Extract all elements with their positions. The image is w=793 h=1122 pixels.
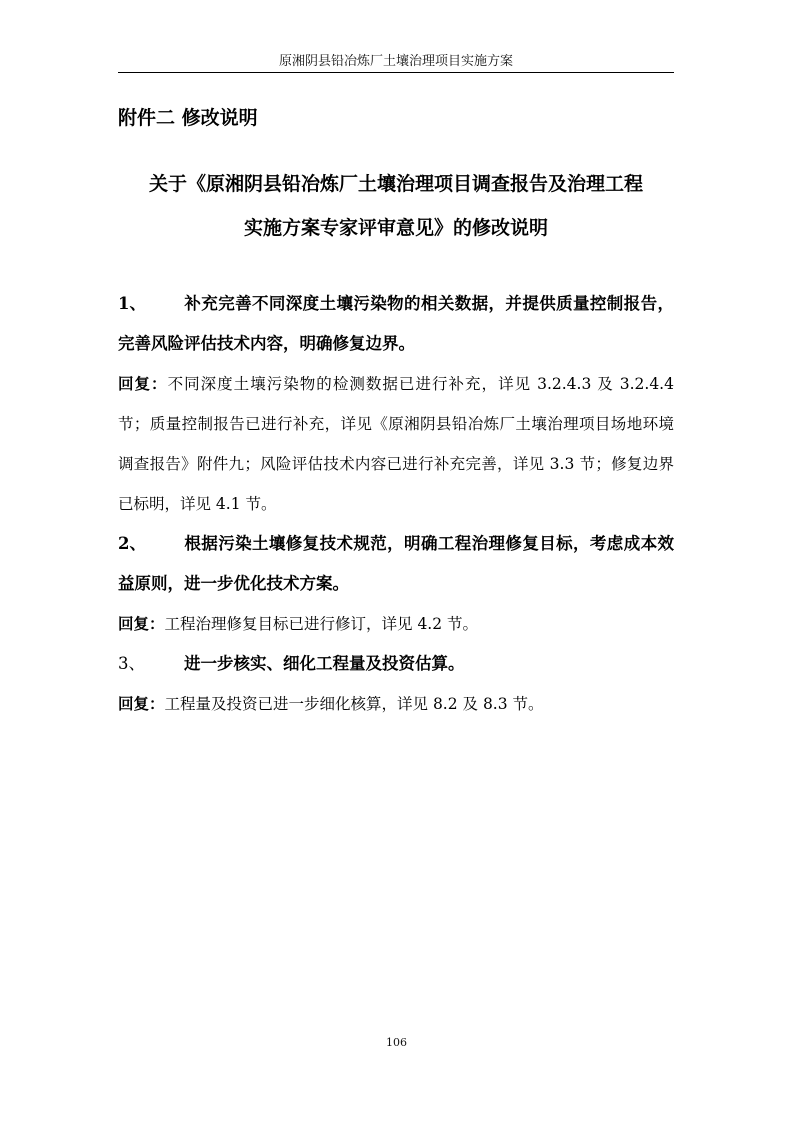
page-number: 106 xyxy=(386,1036,407,1049)
item-1-reply-text: 不同深度土壤污染物的检测数据已进行补充，详见 3.2.4.3 及 3.2.4.4 节；质量控制报告已进行补充，详见《原湘阴县铅冶炼厂土壤治理项目场地环境调查报告》附件九；风险评估技术内容已进行补充完善，详见 3.3 节；修复边界已标明，详见 4.1 节。 xyxy=(118,375,674,513)
item-3-question-text: 进一步核实、细化工程量及投资估算。 xyxy=(184,654,465,673)
item-2-question xyxy=(118,524,674,604)
item-1-reply xyxy=(118,364,674,524)
running-header: 原湘阴县铅冶炼厂土壤治理项目实施方案 xyxy=(278,54,513,69)
appendix-title: 附件二 修改说明 xyxy=(118,107,258,129)
item-2-reply xyxy=(118,604,674,644)
item-3-question xyxy=(118,644,674,684)
item-3-reply xyxy=(118,684,674,724)
header-rule xyxy=(118,72,674,73)
item-3-reply-text: 工程量及投资已进一步细化核算，详见 8.2 及 8.3 节。 xyxy=(164,695,544,713)
item-2-question-text: 根据污染土壤修复技术规范，明确工程治理修复目标，考虑成本效益原则，进一步优化技术方案。 xyxy=(118,534,674,593)
item-2-reply-text: 工程治理修复目标已进行修订，详见 4.2 节。 xyxy=(164,615,479,633)
document-title xyxy=(108,162,684,250)
item-3-reply-label: 回复： xyxy=(118,694,165,713)
item-1-question-text: 补充完善不同深度土壤污染物的相关数据，并提供质量控制报告，完善风险评估技术内容，明确修复边界。 xyxy=(118,294,674,353)
item-1-question xyxy=(118,284,674,364)
revision-notes xyxy=(118,284,674,724)
item-2-number: 2、 xyxy=(118,534,146,553)
document-title-line-1: 关于《原湘阴县铅冶炼厂土壤治理项目调查报告及治理工程 xyxy=(148,173,643,195)
item-1-number: 1、 xyxy=(118,294,146,313)
item-2-reply-label: 回复： xyxy=(118,614,165,633)
item-3-number: 3、 xyxy=(118,654,145,673)
item-1-reply-label: 回复： xyxy=(118,374,168,393)
document-title-line-2: 实施方案专家评审意见》的修改说明 xyxy=(243,217,548,239)
